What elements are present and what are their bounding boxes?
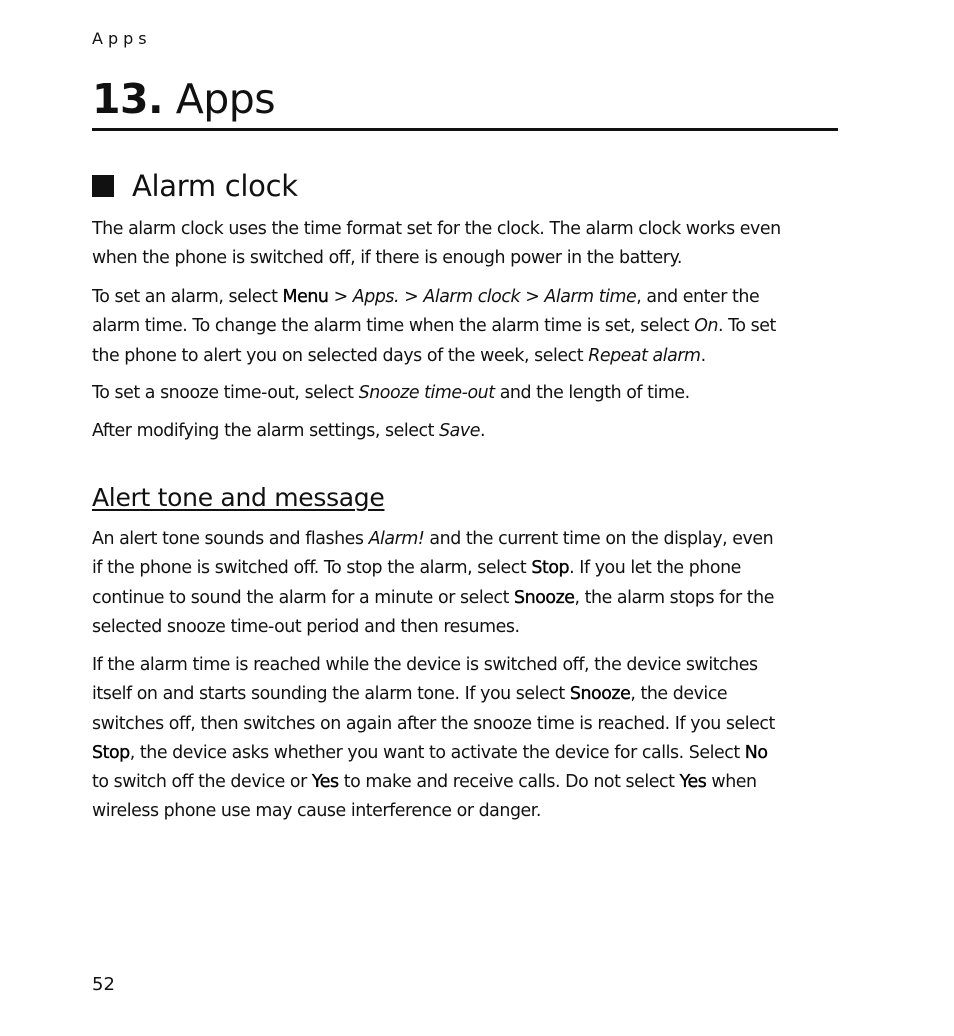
text-line: The alarm clock uses the time format set for the clock. The alarm clock works even [92, 219, 781, 239]
repeat-alarm-option: Repeat alarm [588, 345, 701, 366]
section-title-text: Alarm clock [132, 169, 298, 203]
snooze-keyword: Snooze [569, 684, 631, 705]
text-line [92, 417, 838, 446]
no-keyword: No [744, 742, 768, 763]
text-run: To set an alarm, select [92, 287, 283, 307]
subsection-title: Alert tone and message [92, 483, 385, 512]
alarm-clock-option: Alarm clock [423, 287, 521, 307]
text-line [92, 584, 838, 613]
text-run: An alert tone sounds and flashes [92, 529, 369, 549]
alarm-display-text: Alarm! [368, 529, 425, 549]
stop-keyword: Stop [531, 558, 570, 579]
text-run: . [700, 345, 706, 366]
section-title [92, 166, 298, 206]
chapter-title [92, 74, 838, 124]
yes-keyword: Yes [679, 772, 707, 793]
text-run: . [479, 421, 486, 441]
text-run: > [328, 287, 353, 307]
text-line [92, 283, 838, 312]
text-run: , the device asks whether you want to activate the device for calls. Select [129, 742, 745, 763]
text-run: alarm time. To change the alarm time when the alarm time is set, select [92, 316, 695, 337]
text-run: . To set [718, 316, 776, 337]
text-run: and the current time on the display, even [424, 529, 774, 549]
alarm-time-option: Alarm time [544, 287, 637, 307]
yes-keyword: Yes [311, 772, 339, 793]
text-line [92, 768, 838, 797]
text-run: the phone to alert you on selected days of the week, select [92, 345, 589, 366]
text-run: to make and receive calls. Do not select [338, 772, 680, 793]
text-line: selected snooze time-out period and then resumes. [92, 616, 520, 637]
stop-keyword: Stop [92, 742, 130, 763]
on-option: On [694, 316, 719, 337]
text-run: > [399, 287, 424, 307]
snooze-keyword: Snooze [514, 587, 575, 608]
text-line [92, 554, 838, 583]
text-line: when the phone is switched off, if there is enough power in the battery. [92, 248, 682, 269]
text-line [92, 312, 838, 341]
menu-keyword: Menu [282, 287, 329, 307]
text-line: switches off, then switches on again after the snooze time is reached. If you select [92, 713, 775, 734]
paragraph-switched-off [92, 651, 838, 827]
apps-option: Apps. [352, 287, 400, 307]
text-run: to switch off the device or [92, 772, 312, 793]
text-run: > [520, 287, 545, 307]
text-line [92, 525, 838, 554]
text-run: To set a snooze time-out, select [92, 383, 359, 403]
text-line [92, 680, 838, 709]
text-run: when [706, 772, 757, 793]
text-run: After modifying the alarm settings, select [92, 421, 440, 441]
text-run: . If you let the phone [569, 558, 741, 579]
chapter-title-text: Apps [175, 75, 276, 123]
paragraph-snooze [92, 379, 838, 408]
text-run: , the alarm stops for the [574, 587, 774, 608]
page-number: 52 [92, 974, 115, 995]
text-line: If the alarm time is reached while the device is switched off, the device switches [92, 655, 758, 675]
running-header: Apps [92, 29, 152, 48]
chapter-number: 13. [92, 75, 164, 123]
text-line [92, 342, 838, 371]
paragraph-set-alarm [92, 283, 838, 371]
text-run: , the device [630, 684, 728, 705]
text-line: wireless phone use may cause interference or danger. [92, 801, 541, 822]
paragraph-save [92, 417, 838, 446]
text-line [92, 739, 838, 768]
text-run: and the length of time. [494, 383, 690, 403]
text-run: , and enter the [636, 287, 760, 307]
square-bullet-icon [92, 175, 114, 197]
save-option: Save [439, 421, 480, 441]
text-run: if the phone is switched off. To stop the alarm, select [92, 558, 532, 579]
text-run: itself on and starts sounding the alarm tone. If you select [92, 684, 570, 705]
text-run: continue to sound the alarm for a minute or select [92, 587, 515, 608]
snooze-timeout-option: Snooze time-out [358, 383, 495, 403]
paragraph-alarm-intro [92, 215, 838, 274]
text-line [92, 379, 838, 408]
paragraph-alert-tone [92, 525, 838, 642]
chapter-rule [92, 128, 838, 131]
